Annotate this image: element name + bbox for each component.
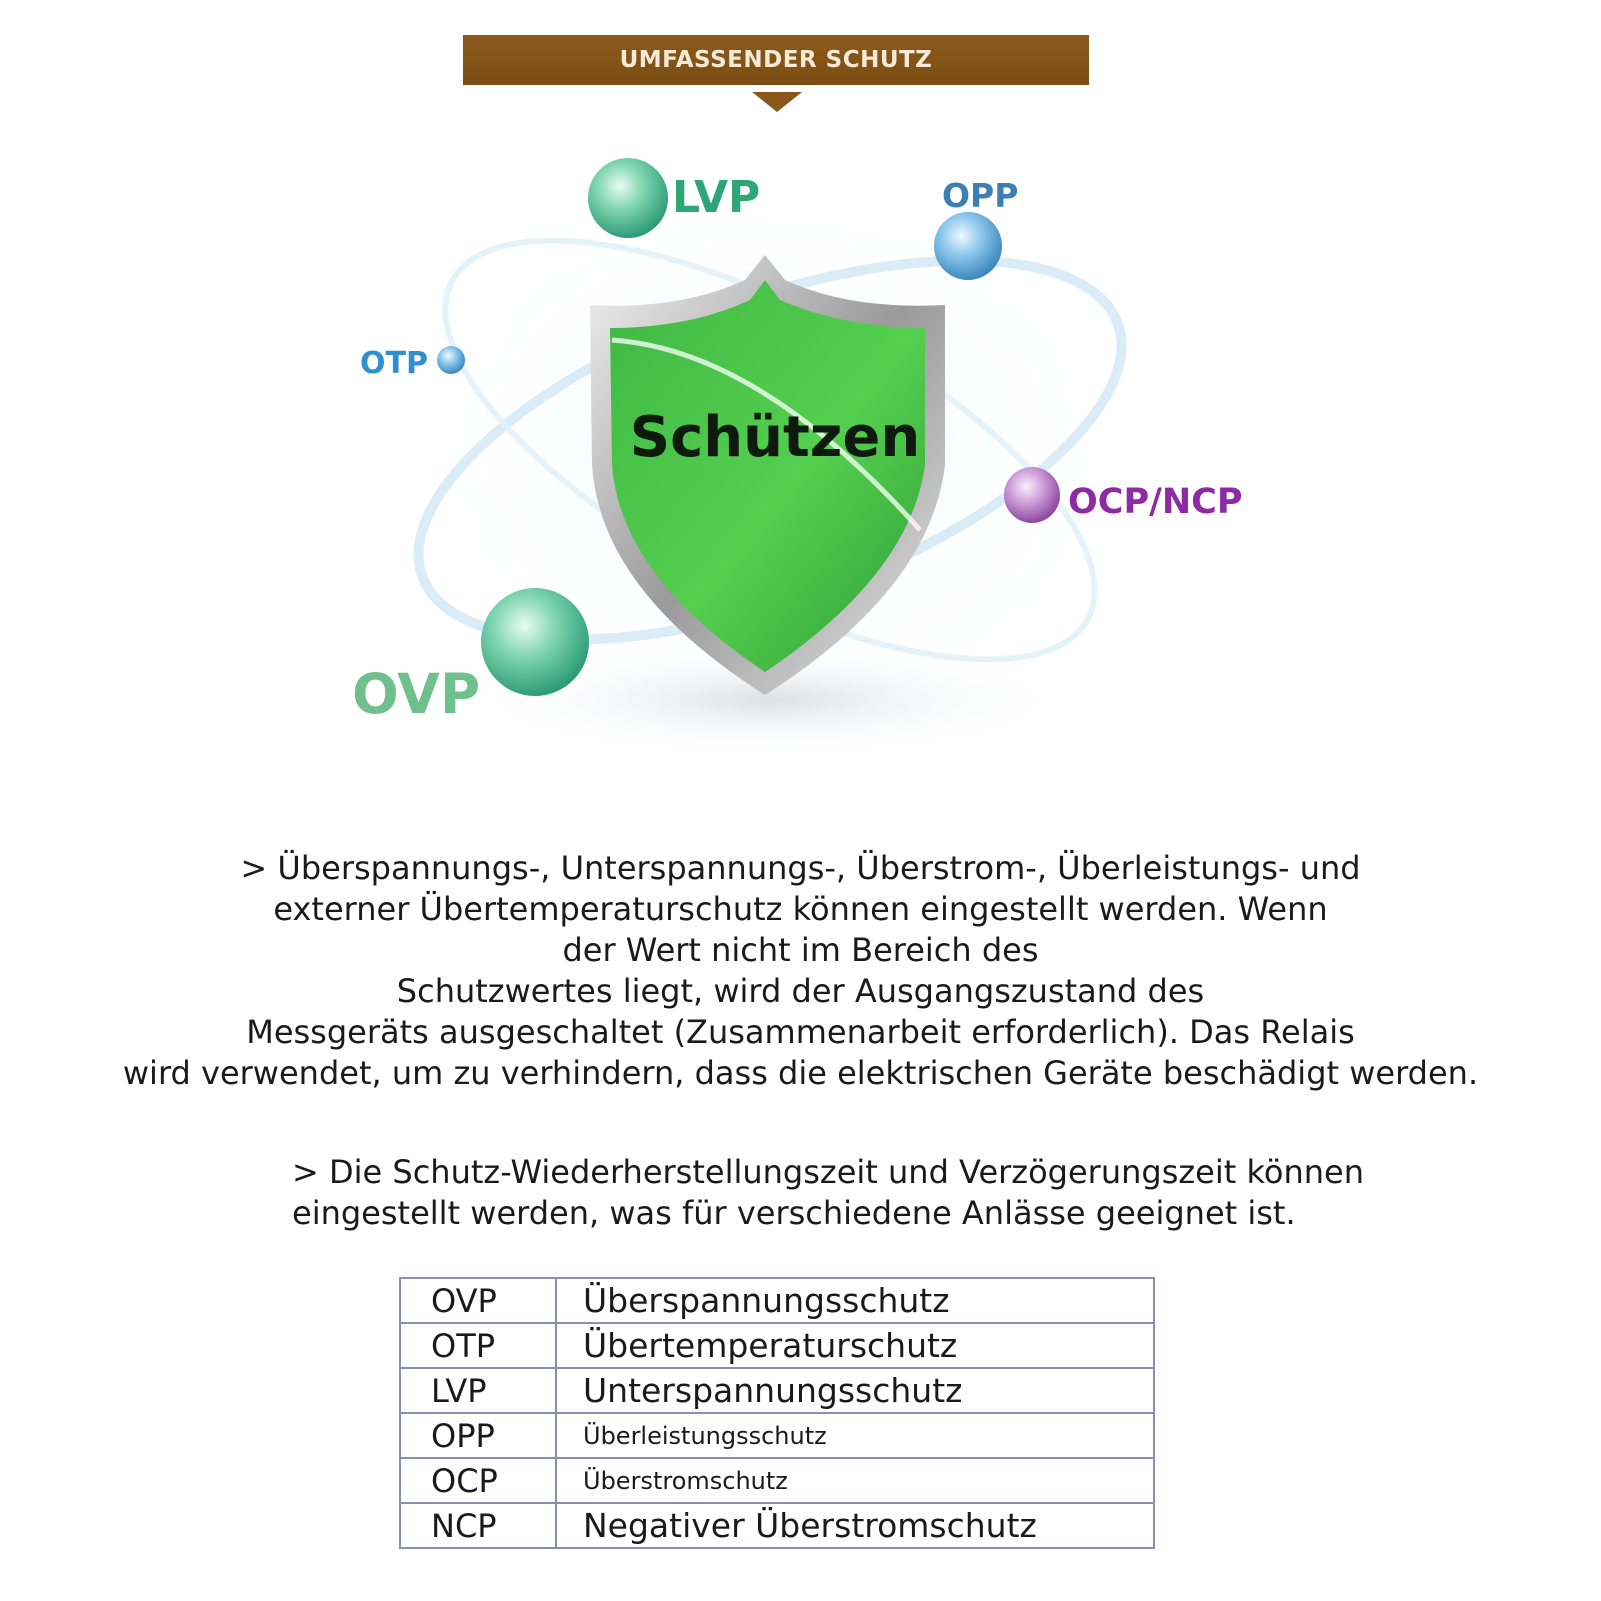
table-cell-abbreviation: LVP [400, 1368, 556, 1413]
table-cell-abbreviation: OCP [400, 1458, 556, 1503]
table-cell-abbreviation: OPP [400, 1413, 556, 1458]
table-cell-description: Übertemperaturschutz [556, 1323, 1154, 1368]
description-line: Messgeräts ausgeschaltet (Zusammenarbeit erforderlich). Das Relais [246, 1013, 1355, 1051]
table-row [400, 1413, 1154, 1458]
table-cell-description: Überstromschutz [556, 1458, 1154, 1503]
description-line: > Überspannungs-, Unterspannungs-, Überstrom-, Überleistungs- und [240, 849, 1361, 887]
orb-label-otp: OTP [360, 346, 428, 381]
table-row [400, 1503, 1154, 1548]
table-cell-description: Überspannungsschutz [556, 1278, 1154, 1323]
table-row [400, 1323, 1154, 1368]
description-paragraph-1 [40, 848, 1561, 1094]
table-cell-abbreviation: OVP [400, 1278, 556, 1323]
table-row [400, 1458, 1154, 1503]
orb-label-ovp: OVP [352, 662, 481, 726]
description-line: externer Übertemperaturschutz können eingestellt werden. Wenn [273, 890, 1328, 928]
table-cell-description: Unterspannungsschutz [556, 1368, 1154, 1413]
description-line: eingestellt werden, was für verschiedene Anlässe geeignet ist. [292, 1194, 1296, 1232]
table-cell-abbreviation: OTP [400, 1323, 556, 1368]
protection-illustration [0, 110, 1601, 830]
table-cell-abbreviation: NCP [400, 1503, 556, 1548]
header-banner [463, 35, 1089, 85]
description-line: Schutzwertes liegt, wird der Ausgangszustand des [396, 972, 1205, 1010]
table-row [400, 1278, 1154, 1323]
illustration-graphic [0, 110, 1601, 830]
description-line: der Wert nicht im Bereich des [562, 931, 1039, 969]
table-row [400, 1368, 1154, 1413]
description-line: wird verwendet, um zu verhindern, dass die elektrischen Geräte beschädigt werden. [122, 1054, 1479, 1092]
table-cell-description: Überleistungsschutz [556, 1413, 1154, 1458]
orb-label-opp: OPP [942, 176, 1019, 215]
orb-label-ocp-ncp: OCP/NCP [1068, 482, 1243, 522]
table-cell-description: Negativer Überstromschutz [556, 1503, 1154, 1548]
description-paragraph-2 [292, 1152, 1472, 1234]
description-line: > Die Schutz-Wiederherstellungszeit und Verzögerungszeit können [292, 1153, 1364, 1191]
banner-title: UMFASSENDER SCHUTZ [619, 47, 933, 73]
shield-title: Schützen [629, 405, 921, 470]
protection-table [399, 1277, 1155, 1549]
orb-label-lvp: LVP [672, 172, 761, 223]
banner-pointer-arrow [752, 92, 802, 112]
